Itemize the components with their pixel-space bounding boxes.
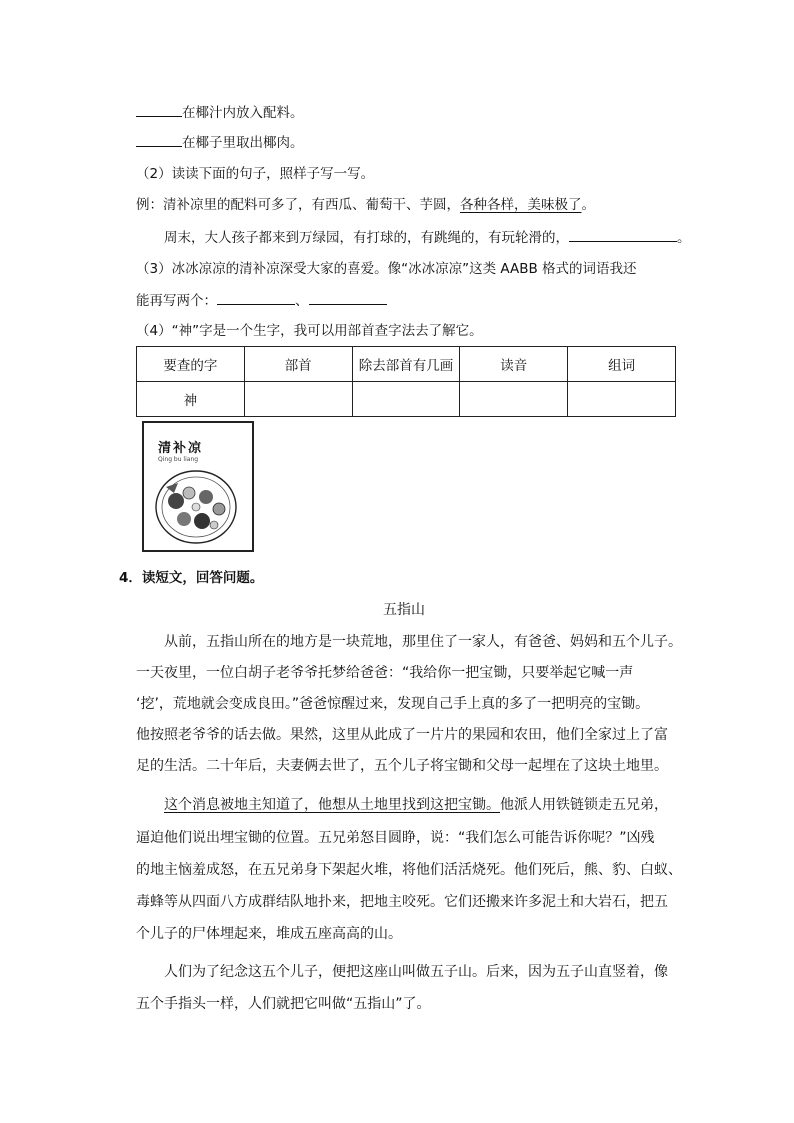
table-header-row: [137, 347, 676, 382]
illustration-subtitle: Qing bu liang: [158, 456, 199, 463]
illustration-title: 清补凉: [158, 441, 204, 456]
table-cell-strokes[interactable]: [352, 382, 460, 417]
story-line: 足的生活。二十年后，夫妻俩去世了，五个儿子将宝锄和父母一起埋在了这块土地里。: [136, 758, 668, 774]
table-header-cell: 除去部首有几画: [352, 347, 460, 382]
table-header-cell: 部首: [244, 347, 352, 382]
sub-question-2: （2）读读下面的句子，照样子写一写。: [136, 166, 375, 182]
underlined-sentence: 这个消息被地主知道了，他想从土地里找到这把宝锄。: [164, 797, 500, 813]
story-line: 从前，五指山所在的地方是一块荒地，那里住了一家人，有爸爸、妈妈和五个儿子。: [164, 634, 682, 650]
table-cell-character: 神: [137, 382, 245, 417]
story-line: 逼迫他们说出埋宝锄的位置。五兄弟怒目圆睁，说：“我们怎么可能告诉你呢？”凶残: [136, 830, 655, 846]
answer-blank[interactable]: [136, 102, 182, 117]
story-title: 五指山: [383, 602, 425, 618]
sub-question-3-line2: [136, 290, 387, 311]
qingbuliang-illustration: [142, 421, 254, 552]
table-cell-pronunciation[interactable]: [460, 382, 568, 417]
story-line: 的地主恼羞成怒，在五兄弟身下架起火堆，将他们活活烧死。他们死后，熊、豹、白蚁、: [136, 862, 682, 878]
line-text: 在椰子里取出椰肉。: [182, 135, 304, 151]
question-4-heading: 4．读短文，回答问题。: [119, 570, 264, 586]
table-row: [137, 382, 676, 417]
practice-blank[interactable]: [569, 227, 677, 242]
answer-blank[interactable]: [136, 132, 182, 147]
line-text: 在椰汁内放入配料。: [182, 105, 304, 121]
story-line: 人们为了纪念这五个儿子，便把这座山叫做五子山。后来，因为五子山直竖着，像: [164, 964, 668, 980]
story-line: 他按照老爷爷的话去做。果然，这里从此成了一片片的果园和农田，他们全家过上了富: [136, 727, 668, 743]
example-sentence: [136, 195, 595, 215]
story-line: 个儿子的尸体埋起来，堆成五座高高的山。: [136, 926, 402, 942]
blank-line-2: [136, 132, 304, 153]
practice-sentence: [164, 227, 691, 248]
table-header-cell: 读音: [460, 347, 568, 382]
story-line: ‘挖’，荒地就会变成良田。”爸爸惊醒过来，发现自己手上真的多了一把明亮的宝锄。: [136, 696, 650, 712]
story-line: 五个手指头一样，人们就把它叫做“五指山”了。: [136, 996, 431, 1012]
sub3-separator: 、: [295, 293, 309, 309]
story-line: [164, 795, 668, 815]
sub-question-3: （3）冰冰凉凉的清补凉深受大家的喜爱。像“冰冰凉凉”这类 AABB 格式的词语我还: [136, 261, 637, 277]
table-cell-word[interactable]: [568, 382, 676, 417]
practice-end: 。: [677, 230, 691, 246]
table-cell-radical[interactable]: [244, 382, 352, 417]
sub3-prefix: 能再写两个：: [136, 293, 217, 309]
aabb-blank-2[interactable]: [309, 290, 387, 305]
example-suffix: 。: [581, 197, 595, 213]
story-line: 一天夜里，一位白胡子老爷爷托梦给爸爸：“我给你一把宝锄，只要举起它喊一声: [136, 665, 634, 681]
practice-text: 周末，大人孩子都来到万绿园，有打球的，有跳绳的，有玩轮滑的，: [164, 230, 569, 246]
example-underlined: 各种各样，美味极了: [460, 197, 582, 213]
sub-question-4: （4）“神”字是一个生字，我可以用部首查字法去了解它。: [136, 323, 483, 339]
table-header-cell: 要查的字: [137, 347, 245, 382]
blank-line-1: [136, 102, 304, 123]
aabb-blank-1[interactable]: [217, 290, 295, 305]
story-text: 他派人用铁链锁走五兄弟，: [500, 797, 668, 813]
table-header-cell: 组词: [568, 347, 676, 382]
example-prefix: 例：清补凉里的配料可多了，有西瓜、葡萄干、芋圆，: [136, 197, 460, 213]
story-line: 毒蜂等从四面八方成群结队地扑来，把地主咬死。它们还搬来许多泥土和大岩石，把五: [136, 894, 668, 910]
dictionary-lookup-table: [136, 346, 676, 417]
